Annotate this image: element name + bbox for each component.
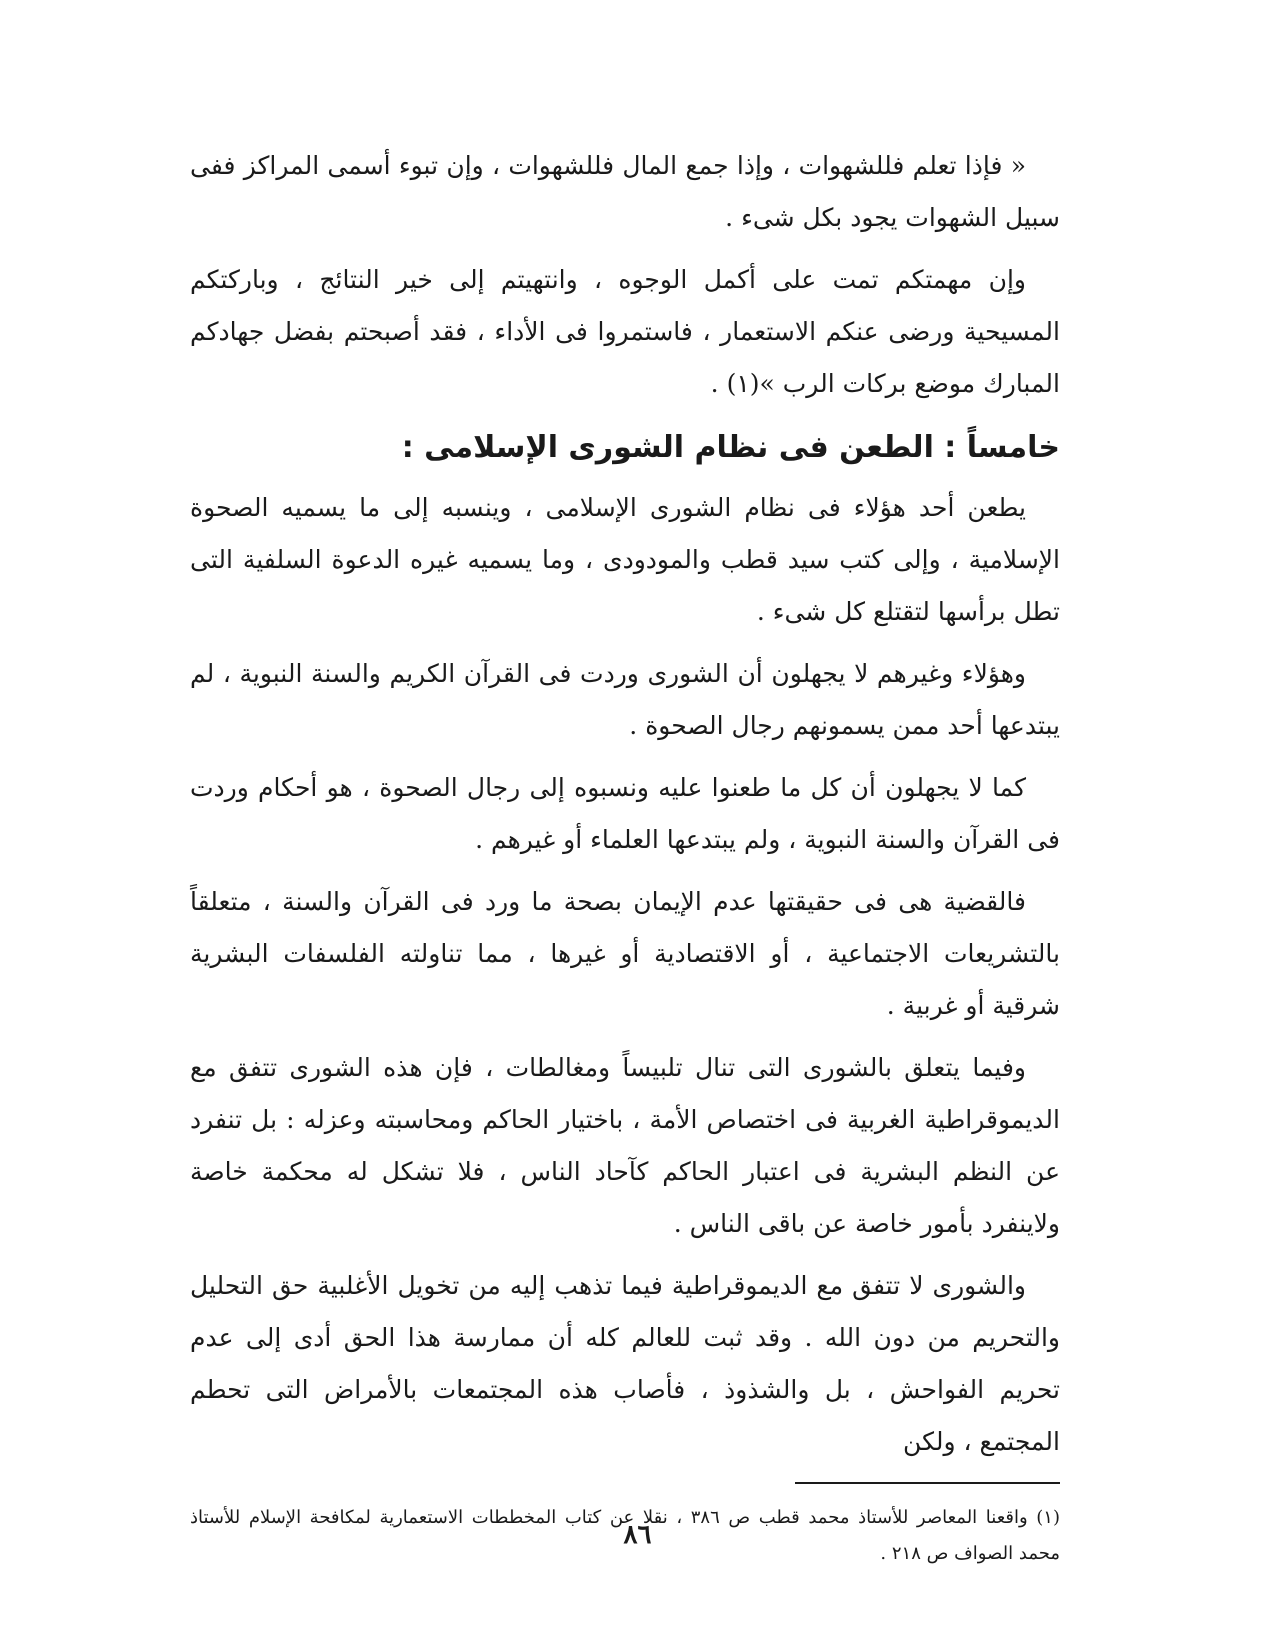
page-number: ٨٦ <box>623 1520 652 1550</box>
quote-paragraph-1: « فإذا تعلم فللشهوات ، وإذا جمع المال فللشهوات ، وإن تبوء أسمى المراكز ففى سبيل الشهوات يجود بكل شىء . <box>190 151 1060 232</box>
footnote: (١) واقعنا المعاصر للأستاذ محمد قطب ص ٣٨٦ ، نقلا عن كتاب المخططات الاستعمارية لمكافحة الإسلام للأستاذ محمد الصواف ص ٢١٨ . <box>190 1507 1060 1564</box>
body-paragraph-1: يطعن أحد هؤلاء فى نظام الشورى الإسلامى ، وينسبه إلى ما يسميه الصحوة الإسلامية ، وإلى كتب سيد قطب والمودودى ، وما يسميه غيره الدعوة السلفية التى تطل برأسها لتقتلع كل شىء . <box>190 493 1060 626</box>
body-paragraph-5: وفيما يتعلق بالشورى التى تنال تلبيساً ومغالطات ، فإن هذه الشورى تتفق مع الديموقراطية الغربية فى اختصاص الأمة ، باختيار الحاكم ومحاسبته وعزله : بل تنفرد عن النظم البشرية فى اعتبار الحاكم كآحاد الناس ، فلا تشكل له محكمة خاصة ولاينفرد بأمور خاصة عن باقى الناس . <box>190 1053 1060 1238</box>
section-heading: خامساً : الطعن فى نظام الشورى الإسلامى : <box>401 430 1060 465</box>
page-body <box>190 140 1060 1572</box>
body-paragraph-3: كما لا يجهلون أن كل ما طعنوا عليه ونسبوه إلى رجال الصحوة ، هو أحكام وردت فى القرآن والسنة النبوية ، ولم يبتدعها العلماء أو غيرهم . <box>190 773 1060 854</box>
body-paragraph-6: والشورى لا تتفق مع الديموقراطية فيما تذهب إليه من تخويل الأغلبية حق التحليل والتحريم من دون الله . وقد ثبت للعالم كله أن ممارسة هذا الحق أدى إلى عدم تحريم الفواحش ، بل والشذوذ ، فأصاب هذه المجتمعات بالأمراض التى تحطم المجتمع ، ولكن <box>190 1271 1060 1456</box>
body-paragraph-4: فالقضية هى فى حقيقتها عدم الإيمان بصحة ما ورد فى القرآن والسنة ، متعلقاً بالتشريعات الاجتماعية ، أو الاقتصادية أو غيرها ، مما تناولته الفلسفات البشرية شرقية أو غربية . <box>190 887 1060 1020</box>
body-paragraph-2: وهؤلاء وغيرهم لا يجهلون أن الشورى وردت فى القرآن الكريم والسنة النبوية ، لم يبتدعها أحد ممن يسمونهم رجال الصحوة . <box>190 659 1060 740</box>
quote-paragraph-2: وإن مهمتكم تمت على أكمل الوجوه ، وانتهيتم إلى خير النتائج ، وباركتكم المسيحية ورضى عنكم الاستعمار ، فاستمروا فى الأداء ، فقد أصبحتم بفضل جهادكم المبارك موضع بركات الرب »(١) . <box>190 265 1060 398</box>
footnote-divider <box>795 1482 1060 1484</box>
